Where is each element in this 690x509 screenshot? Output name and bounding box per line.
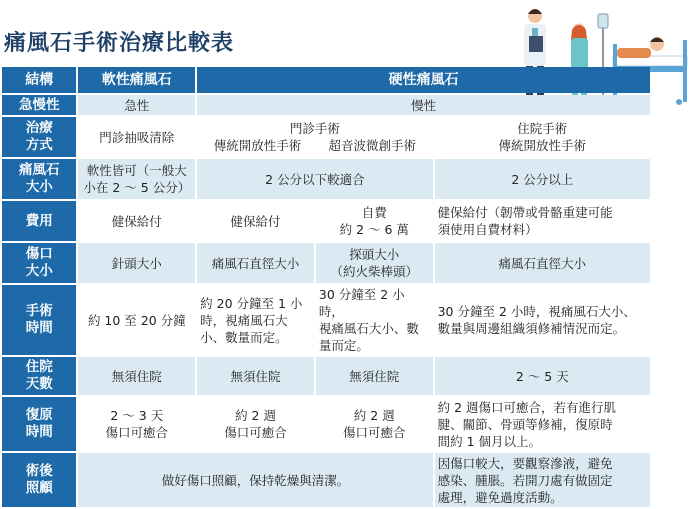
table-header-row: [2, 67, 650, 93]
cell: 軟性皆可（一般大 小在 2 ～ 5 公分）: [78, 159, 195, 199]
row-label-method: 治療 方式: [2, 117, 76, 157]
cell: 約 20 分鐘至 1 小 時，視痛風石大 小、數量而定。: [197, 285, 314, 355]
cell: 2 公分以下較適合: [197, 159, 432, 199]
outpatient-open-surgery: 傳統開放性手術: [213, 138, 302, 153]
header-structure: 結構: [2, 67, 76, 93]
table-row: [2, 285, 650, 355]
row-label-wound: 傷口 大小: [2, 243, 76, 283]
comparison-table: [0, 65, 652, 509]
cell: 急性: [78, 95, 195, 115]
cell: 門診抽吸清除: [78, 117, 195, 157]
table-row: [2, 95, 650, 115]
cell: 約 2 週 傷口可癒合: [316, 397, 433, 451]
cell: 慢性: [197, 95, 650, 115]
cell: 無須住院: [78, 357, 195, 395]
cell: 健保給付（韌帶或骨骼重建可能 須使用自費材料）: [435, 201, 650, 241]
table-row: [2, 453, 650, 507]
row-label-size: 痛風石 大小: [2, 159, 76, 199]
row-label-cost: 費用: [2, 201, 76, 241]
outpatient-ultrasound-surgery: 超音波微創手術: [328, 138, 416, 153]
table-row: [2, 397, 650, 451]
cell: 住院手術 傳統開放性手術: [435, 117, 650, 157]
cell: 約 2 週 傷口可癒合: [197, 397, 314, 451]
cell: 探頭大小 （約火柴棒頭）: [316, 243, 433, 283]
page-title: 痛風石手術治療比較表: [4, 31, 235, 56]
cell: 30 分鐘至 2 小時， 視痛風石大小、數 量而定。: [316, 285, 433, 355]
row-label-time: 手術 時間: [2, 285, 76, 355]
table-row: [2, 159, 650, 199]
header-hard-tophus: 硬性痛風石: [197, 67, 650, 93]
cell: 2 ～ 3 天 傷口可癒合: [78, 397, 195, 451]
cell: 30 分鐘至 2 小時，視痛風石大小、 數量與周邊組織須修補情況而定。: [435, 285, 650, 355]
cell: 針頭大小: [78, 243, 195, 283]
row-label-stay: 住院 天數: [2, 357, 76, 395]
row-label-care: 術後 照顧: [2, 453, 76, 507]
cell: 因傷口較大，要觀察滲液，避免 感染、腫脹。若開刀處有做固定 處理，避免過度活動。: [435, 453, 650, 507]
table-row: [2, 243, 650, 283]
cell: 健保給付: [197, 201, 314, 241]
cell: 約 2 週傷口可癒合，若有進行肌 腱、關節、骨頭等修補，復原時 間約 1 個月以上。: [435, 397, 650, 451]
table-row: [2, 357, 650, 395]
table-row: [2, 117, 650, 157]
cell: 自費 約 2 ～ 6 萬: [316, 201, 433, 241]
table-row: [2, 201, 650, 241]
row-label-recovery: 復原 時間: [2, 397, 76, 451]
cell: 約 10 至 20 分鐘: [78, 285, 195, 355]
cell: 痛風石直徑大小: [435, 243, 650, 283]
row-label-acute: 急慢性: [2, 95, 76, 115]
cell: 健保給付: [78, 201, 195, 241]
cell: 2 公分以上: [435, 159, 650, 199]
cell: 門診手術 傳統開放性手術 超音波微創手術: [197, 117, 432, 157]
cell: 無須住院: [197, 357, 314, 395]
cell: 痛風石直徑大小: [197, 243, 314, 283]
cell: 2 ～ 5 天: [435, 357, 650, 395]
header-soft-tophus: 軟性痛風石: [78, 67, 195, 93]
cell: 做好傷口照顧，保持乾燥與清潔。: [78, 453, 432, 507]
cell: 無須住院: [316, 357, 433, 395]
